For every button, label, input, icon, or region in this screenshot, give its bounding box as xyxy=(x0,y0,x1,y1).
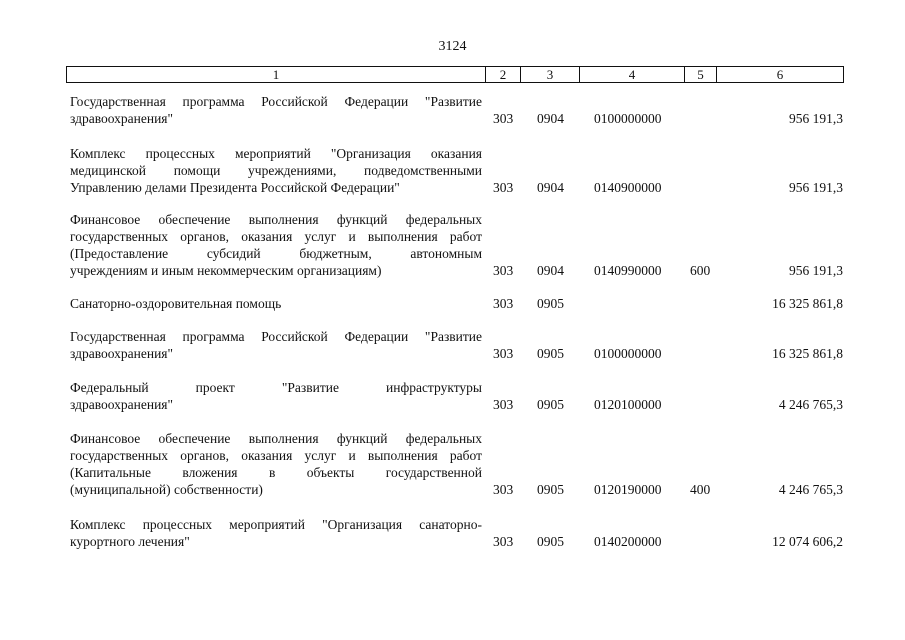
admin-code-cell: 303 xyxy=(493,482,514,497)
description-line: курортного лечения" xyxy=(70,534,190,549)
description-line: здравоохранения" xyxy=(70,397,174,412)
description-line: учреждениям и иным некоммерческим организациям) xyxy=(70,263,382,278)
expense-type-cell: 400 xyxy=(690,482,711,497)
description-line: Государственная программа Российской Федерации "Развитие xyxy=(70,94,482,109)
section-code-cell: 0905 xyxy=(537,482,564,497)
description-line: (муниципальной) собственности) xyxy=(70,482,263,497)
amount-cell: 956 191,3 xyxy=(789,263,843,278)
page-number: 3124 xyxy=(438,39,467,54)
description-line: Финансовое обеспечение выполнения функций федеральных xyxy=(70,431,482,446)
section-code-cell: 0905 xyxy=(537,346,564,361)
admin-code-cell: 303 xyxy=(493,180,514,195)
amount-cell: 956 191,3 xyxy=(789,180,843,195)
header-col-2: 2 xyxy=(485,67,520,82)
target-article-cell: 0120190000 xyxy=(594,482,662,497)
expense-type-cell: 600 xyxy=(690,263,711,278)
amount-cell: 4 246 765,3 xyxy=(778,397,843,412)
description-line: здравоохранения" xyxy=(70,346,174,361)
description-line: Комплекс процессных мероприятий "Организация оказания xyxy=(70,146,482,161)
description-line: Санаторно-оздоровительная помощь xyxy=(70,296,282,311)
amount-cell: 12 074 606,2 xyxy=(772,534,843,549)
amount-cell: 956 191,3 xyxy=(789,111,843,126)
target-article-cell: 0140990000 xyxy=(594,263,662,278)
description-line: медицинской помощи учреждениями, подведомственными xyxy=(70,163,482,178)
amount-cell: 16 325 861,8 xyxy=(772,296,843,311)
amount-cell: 16 325 861,8 xyxy=(772,346,843,361)
target-article-cell: 0120100000 xyxy=(594,397,662,412)
admin-code-cell: 303 xyxy=(493,346,514,361)
row-description xyxy=(70,328,482,362)
target-article-cell: 0140900000 xyxy=(594,180,662,195)
header-col-5: 5 xyxy=(684,67,716,82)
description-line: (Капитальные вложения в объекты государственной xyxy=(70,465,482,480)
header-col-3: 3 xyxy=(520,67,579,82)
row-description xyxy=(70,430,482,498)
header-col-6: 6 xyxy=(716,67,843,82)
section-code-cell: 0904 xyxy=(537,180,564,195)
description-line: Финансовое обеспечение выполнения функций федеральных xyxy=(70,212,482,227)
header-col-1: 1 xyxy=(272,67,280,82)
header-col-4: 4 xyxy=(579,67,684,82)
section-code-cell: 0905 xyxy=(537,296,564,311)
target-article-cell: 0140200000 xyxy=(594,534,662,549)
section-code-cell: 0904 xyxy=(537,111,564,126)
description-line: Федеральный проект "Развитие инфраструктуры xyxy=(70,380,482,395)
table-header xyxy=(66,66,844,83)
section-code-cell: 0904 xyxy=(537,263,564,278)
admin-code-cell: 303 xyxy=(493,397,514,412)
target-article-cell: 0100000000 xyxy=(594,111,662,126)
row-description xyxy=(70,93,482,127)
description-line: государственных органов, оказания услуг и выполнения работ xyxy=(70,448,482,463)
admin-code-cell: 303 xyxy=(493,534,514,549)
description-line: здравоохранения" xyxy=(70,111,174,126)
row-description xyxy=(70,211,482,279)
section-code-cell: 0905 xyxy=(537,534,564,549)
row-description xyxy=(70,379,482,413)
description-line: Комплекс процессных мероприятий "Организация санаторно- xyxy=(70,517,482,532)
row-description xyxy=(70,516,482,550)
amount-cell: 4 246 765,3 xyxy=(778,482,843,497)
description-line: Управлению делами Президента Российской Федерации" xyxy=(70,180,400,195)
description-line: Государственная программа Российской Федерации "Развитие xyxy=(70,329,482,344)
section-code-cell: 0905 xyxy=(537,397,564,412)
admin-code-cell: 303 xyxy=(493,296,514,311)
target-article-cell: 0100000000 xyxy=(594,346,662,361)
admin-code-cell: 303 xyxy=(493,111,514,126)
row-description xyxy=(70,145,482,196)
admin-code-cell: 303 xyxy=(493,263,514,278)
description-line: государственных органов, оказания услуг и выполнения работ xyxy=(70,229,482,244)
description-line: (Предоставление субсидий бюджетным, автономным xyxy=(70,246,482,261)
row-description xyxy=(70,295,482,312)
